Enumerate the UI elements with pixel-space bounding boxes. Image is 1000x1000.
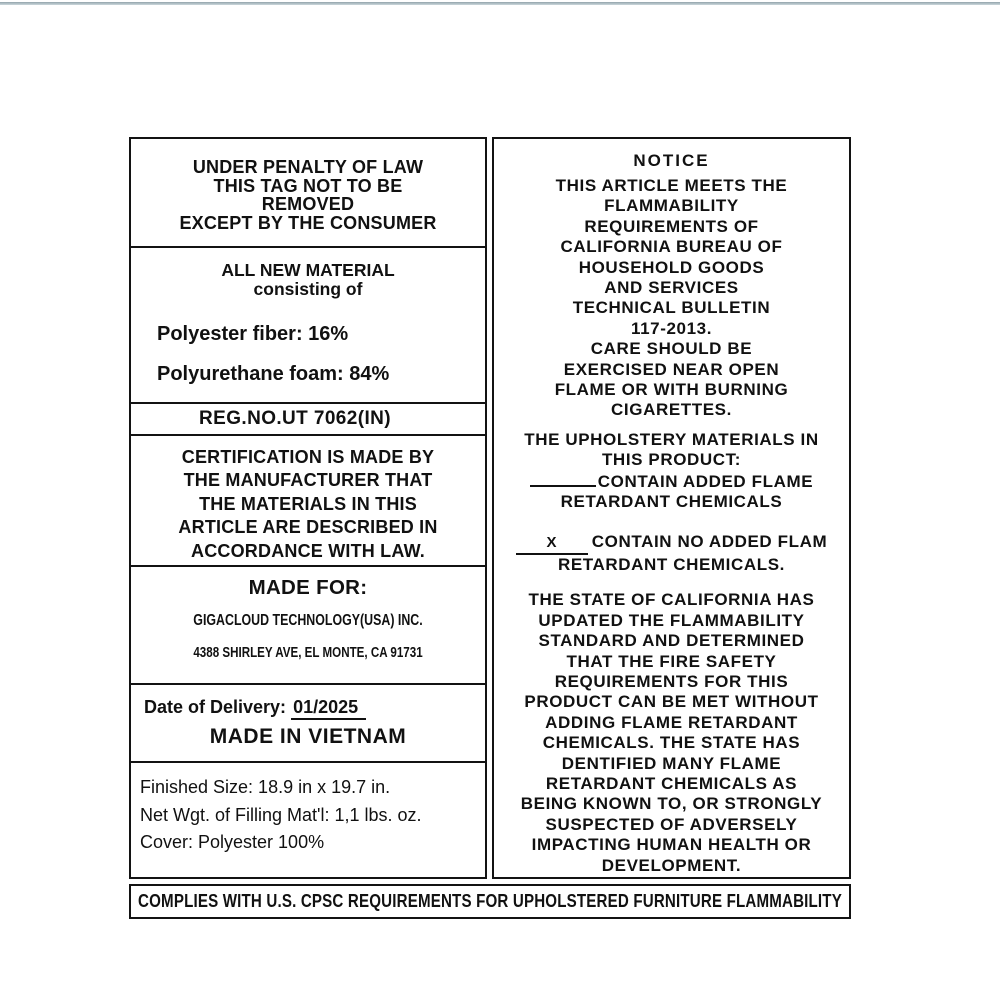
contain-added-text: CONTAIN ADDED FLAME: [597, 471, 814, 491]
scan-edge-line: [0, 2, 1000, 5]
delivery-date-value: 01/2025: [291, 697, 366, 720]
x-mark: X: [516, 533, 588, 555]
delivery-date-label: Date of Delivery:: [144, 697, 287, 717]
state-paragraph: THE STATE OF CALIFORNIA HAS UPDATED THE FLAMMABILITY STANDARD AND DETERMINED THAT THE FIRE SAFETY REQUIREMENTS FOR THIS PRODUCT CAN BE MET WITHOUT ADDING FLAME RETARDANT CHEMICALS. THE STATE HAS DENTIFIED MANY FLAME RETARDANT CHEMICALS AS BEING KNOWN TO, OR STRONGLY SUSPECTED OF ADVERSELY IMPACTING HUMAN HEALTH OR DEVELOPMENT.: [520, 590, 823, 875]
upholstery-heading: THE UPHOLSTERY MATERIALS IN THIS PRODUCT:: [524, 429, 819, 470]
cpsc-compliance-banner: [129, 884, 851, 919]
law-label: [129, 137, 851, 919]
contain-added-text2: RETARDANT CHEMICALS: [560, 492, 783, 512]
contain-no-added-line: [494, 532, 849, 555]
made-for-section: [131, 565, 485, 683]
left-panel: [129, 137, 487, 879]
delivery-section: [131, 683, 485, 761]
specs-text: Finished Size: 18.9 in x 19.7 in. Net Wgt. of Filling Mat'l: 1,1 lbs. oz. Cover: Polyester 100%: [140, 777, 422, 852]
contain-no-added-text: CONTAIN NO ADDED FLAM: [591, 531, 828, 551]
contain-added-line: [494, 471, 849, 492]
notice-panel: [492, 137, 851, 879]
filling-component-polyester: Polyester fiber: 16%: [157, 323, 349, 345]
certification-text: CERTIFICATION IS MADE BY THE MANUFACTURER THAT THE MATERIALS IN THIS ARTICLE ARE DESCRIBED IN ACCORDANCE WITH LAW.: [178, 447, 438, 561]
material-section: [131, 246, 485, 402]
penalty-section: [131, 139, 485, 246]
delivery-date-line: [131, 697, 485, 718]
certification-section: [131, 434, 485, 565]
blank-checkline: [530, 471, 596, 487]
notice-title: NOTICE: [633, 151, 710, 170]
registration-number-text: REG.NO.UT 7062(IN): [199, 408, 391, 429]
filling-component-foam: Polyurethane foam: 84%: [157, 363, 390, 385]
country-of-origin: MADE IN VIETNAM: [209, 725, 407, 748]
contain-no-added-text2: RETARDANT CHEMICALS.: [557, 554, 785, 574]
label-columns: [129, 137, 851, 879]
registration-number: [131, 402, 485, 434]
notice-paragraph: THIS ARTICLE MEETS THE FLAMMABILITY REQUIREMENTS OF CALIFORNIA BUREAU OF HOUSEHOLD GOODS AND SERVICES TECHNICAL BULLETIN 117-2013. CARE SHOULD BE EXERCISED NEAR OPEN FLAME OR WITH BURNING CIGARETTES.: [554, 176, 789, 420]
company-name: GIGACLOUD TECHNOLOGY(USA) INC.: [193, 612, 423, 629]
cpsc-compliance-text: COMPLIES WITH U.S. CPSC REQUIREMENTS FOR UPHOLSTERED FURNITURE FLAMMABILITY: [138, 891, 842, 911]
specs-section: [131, 761, 485, 877]
company-address: 4388 SHIRLEY AVE, EL MONTE, CA 91731: [193, 645, 423, 661]
material-heading: ALL NEW MATERIAL consisting of: [221, 260, 395, 299]
penalty-text: UNDER PENALTY OF LAW THIS TAG NOT TO BE REMOVED EXCEPT BY THE CONSUMER: [179, 157, 437, 233]
made-for-title: MADE FOR:: [248, 576, 368, 599]
